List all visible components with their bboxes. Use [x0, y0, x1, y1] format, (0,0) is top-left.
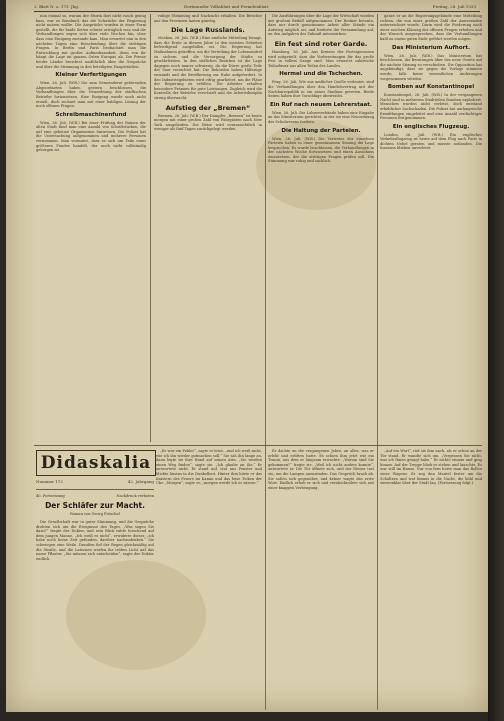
- headline: Ein englisches Flugzeug.: [392, 123, 470, 130]
- headline: Hermel und die Tschechen.: [279, 71, 363, 78]
- rights-note: Nachdruck verboten: [116, 494, 154, 498]
- feuilleton-column-3: [268, 449, 374, 708]
- issue-year: 42. Jahrgang: [127, 479, 154, 484]
- article-text: Wien, 26. Juli. (W.B.) Die zum Gemeinderat gehörenden Abgeordneten haben gestern beschlossen, die Verhandlungen über die Neuordnung der städtischen Betriebe fortzusetzen. Eine Einigung wurde noch nicht erzielt, doch rechnet man mit einer baldigen Lösung der noch offenen Fragen.: [36, 81, 146, 109]
- article-text: Wien, 26. Juli. (W.B.) Bei einer Prüfung der Ruinen der alten Stadt fand man eine Anzahl von Schriftstücken, die auf eine geheime Organisation hinweisen. Die Polizei hat die Untersuchung aufgenommen und mehrere Personen vernommen. Man vermutet, dass es sich um Teile eines größeren Fundes handelt, der noch nicht vollständig geborgen ist.: [36, 120, 146, 153]
- article-text: ganze er an die Regierungsgebäude eine Mitteilung richten, die von einer großen Zahl der Anwesenden unterzeichnet wurde. Darin wird die Forderung nach einer raschen Klärung der offenen Fragen erhoben und der Wunsch ausgesprochen, dass die Verhandlungen bald zu einem guten Ende geführt werden mögen.: [380, 14, 482, 41]
- article-text: Wien, 26. Juli. Die Lehrerverbände haben eine Eingabe an das Ministerium gerichtet, in der sie eine Neuordnung des Schulwesens fordern.: [268, 110, 374, 124]
- news-column-2: [154, 14, 262, 442]
- novel-author: Roman von Georg Fröschel: [70, 512, 120, 516]
- headline: Die Haltung der Parteien.: [281, 127, 361, 134]
- feuilleton-issue-line: [36, 479, 154, 484]
- news-column-4: [380, 14, 482, 442]
- article-text: Konstantinopel, 26. Juli. (W.B.) In der vergangenen Nacht sind in mehreren Stadtteilen Bomben explodiert. Menschen wurden nicht verletzt, doch entstand erheblicher Sachschaden. Die Polizei hat umfangreiche Ermittlungen eingeleitet und eine Anzahl verdächtiger Personen festgenommen.: [380, 93, 482, 121]
- top-rule: [34, 11, 480, 12]
- novel-text: Er dachte an die vergangenen Jahre, an alles, was er erlebt und erlitten hatte. Es schien ihm jetzt wie ein Traum, aus dem er langsam erwachte. „Warum sind Sie gekommen?“ fragte sie. „Weil ich nicht anders konnte“, antwortete er. Die Tür öffnete sich, und der Diener trat ein, um die Lampen anzuzünden. Das Gespräch brach ab. Sie saßen sich gegenüber, und keiner wagte das erste Wort. Endlich erhob er sich und verabschiedete sich mit einer knappen Verbeugung.: [268, 449, 374, 490]
- novel-text: „Es war ein Fehler“, sagte er leise, „und ich weiß nicht, wie ich ihn wieder gutmachen soll.“ Sie sah ihn lange an, dann legte sie ihre Hand auf seinen Arm. „Sie werden einen Weg finden“, sagte sie. „Ich glaube an Sie.“ Er antwortete nicht. Er stand auf, trat ans Fenster und blickte hinaus in die Dunkelheit. Hinter ihm hörte er das Knistern des Feuers im Kamin und das leise Ticken der Uhr. „Morgen“, sagte er, „morgen werde ich es wissen.“: [156, 449, 262, 486]
- novel-title: Der Schläfer zur Macht.: [45, 501, 145, 510]
- feuilleton-column-4: [380, 449, 482, 708]
- novel-text: Die Gesellschaft war in guter Stimmung, und die Gespräche drehten sich um die Ereignisse des Tages. „Was sagen Sie dazu?“ fragte der Doktor, und sein Blick ruhte forschend auf dem jungen Manne. „Ich weiß es nicht“, erwiderte dieser, „ich habe noch keine Zeit gefunden, darüber nachzudenken.“ Sie schwiegen eine Weile. Draußen fiel der Regen gleichmäßig auf die Straße, und die Laternen warfen ihr trübes Licht auf das nasse Pflaster. „Sie müssen sich entscheiden“, sagte der Doktor endlich.: [36, 520, 154, 561]
- running-head-center: Dortmunder Volksblatt und Fremdenblatt: [184, 4, 269, 9]
- headline: Schreibmaschinenfund: [55, 111, 127, 118]
- headline: Ein fest sind roter Garde.: [274, 39, 368, 48]
- headline: Kleiner Verfertigungen: [55, 72, 127, 79]
- feuilleton-masthead: Didaskalia: [36, 450, 156, 476]
- headline: Das Ministerium Aufhort.: [391, 44, 471, 51]
- feuilleton-column-1: [36, 520, 154, 708]
- article-text: Moskau, 26. Juli. (W.B.) Eine amtliche Mitteilung besagt, dass die Ernte in diesem Jahre in den meisten Gebieten befriedigend ausgefallen sei. Die Regierung hat Maßnahmen getroffen, um die Verteilung der Lebensmittel zu sichern und die Versorgung der Städte zu gewährleisten. In den südlichen Bezirken ist die Lage dagegen noch immer schwierig, da die Dürre große Teile der Saat vernichtet hat. Die Behörden haben Hilfszüge entsandt und die Bevölkerung zur Ruhe aufgefordert. In den Industriegebieten wird eifrig gearbeitet, um die Pläne der Regierung zu erfüllen. Die Arbeiter erhalten besondere Prämien für gute Leistungen. Zugleich wird die Kontrolle der Betriebe verschärft und die Arbeitsdisziplin streng überwacht.: [154, 36, 262, 100]
- serial-number: 40. Fortsetzung: [36, 494, 65, 498]
- article-text: Prag, 26. Juli. Wie aus amtlicher Quelle verlautet, sind die Verhandlungen über den Handelsvertrag mit der Nachbarrepublik in ein neues Stadium getreten. Beide Seiten haben ihre Vorschläge überreicht.: [268, 80, 374, 99]
- article-text: Die Ausführungen über die Lage der Wirtschaft wurden mit großem Beifall aufgenommen. Der Redner betonte, dass nur durch gemeinsame Arbeit aller Stände ein Aufstieg möglich sei, und forderte die Versammlung auf, an den Aufgaben der Zukunft mitzuwirken.: [268, 14, 374, 37]
- article-text: London, 26. Juli. (W.B.) Ein englisches Verkehrsflugzeug ist heute auf dem Flug nach Paris in dichten Nebel geraten und musste notlanden. Die Insassen blieben unverletzt.: [380, 132, 482, 151]
- headline: Aufstieg der „Bremen“: [165, 103, 251, 112]
- running-head: [34, 3, 480, 11]
- section-rule: [36, 489, 154, 490]
- article-text: nun einmal so, warum der Sturm dort nicht rasch genug kam, war es Russland, das die Schwäche der Regierung nicht nutzen wollte. Die Ansprüche wurden in einer Form gestellt, die für beide Seiten schwer erträglich war, und die Verhandlungen zogen sich über viele Wochen hin, ohne dass eine Einigung zustande kam. Man erwartet nun in den nächsten Tagen eine Entscheidung über die strittigen Fragen. In Berlin und Paris beobachtet man die Entwicklung mit großer Aufmerksamkeit, denn von ihr hängt die Lage im ganzen Osten Europas ab. Die Presse beider Länder berichtet ausführlich über die Gespräche und über die Stimmung in den beteiligten Hauptstädten.: [36, 14, 146, 69]
- column-rule: [377, 14, 378, 710]
- headline: Ein Ruf nach neuem Lehrerstaat.: [270, 101, 372, 108]
- column-rule: [150, 14, 151, 442]
- section-rule: [34, 445, 482, 446]
- article-text: Wien, 26. Juli. (W.B.) Die Vertreter der einzelnen Parteien haben in einer gemeinsamen Sitzung die Lage besprochen. Es wurde beschlossen, die Verhandlungen in der nächsten Woche fortzusetzen und einen Ausschuss einzusetzen, der die strittigen Fragen prüfen soll. Die Stimmung war ruhig und sachlich.: [268, 136, 374, 164]
- headline: Bomben auf Konstantinopel: [387, 84, 475, 91]
- feuilleton-column-2: [156, 449, 262, 708]
- article-text: Hamburg, 26. Juli. Aus Kreisen der Parteigenossen wird mitgeteilt, dass die Vorbereitungen für das große Fest in vollem Gange sind. Man erwartet zahlreiche Teilnehmer aus allen Teilen des Landes.: [268, 49, 374, 68]
- news-column-1: [36, 14, 146, 442]
- issue-number: Nummer 173: [36, 479, 63, 484]
- news-column-3: [268, 14, 374, 442]
- article-text: Bremen, 26. Juli. (W.B.) Der Dampfer „Bremen“ ist heute morgen mit einer großen Zahl von Fahrgästen nach New York ausgelaufen. Die Reise wird voraussichtlich in weniger als fünf Tagen zurückgelegt werden.: [154, 113, 262, 132]
- running-head-date: Freitag, 28. Juli 1933: [432, 4, 476, 9]
- column-rule: [265, 14, 266, 710]
- newspaper-page: [6, 0, 488, 712]
- serial-line: [36, 494, 154, 498]
- running-head-left: 2. Blatt N. o. 173. Jhg.: [34, 4, 80, 9]
- scan-edge: [488, 0, 504, 721]
- article-text: ruhige Stimmung und Nachsicht erhalten. Die Berichte aus den Provinzen lauten günstig.: [154, 14, 262, 23]
- headline: Die Lage Russlands.: [171, 26, 245, 35]
- article-text: Wien, 26. Juli. (W.B.) Das Ministerium hat beschlossen, die Beratungen über das neue Gesetz auf die nächste Sitzung zu verschieben. Die Opposition hat angekündigt, dass sie gegen die Vorlage stimmen werde, falls keine wesentlichen Änderungen vorgenommen würden.: [380, 53, 482, 81]
- novel-text: „Auf ein Wort“, rief sie ihm nach, als er schon an der Tür stand. Er wandte sich um. „Vergessen Sie nicht, was ich Ihnen gesagt habe.“ Er nickte stumm und ging hinaus. Auf der Treppe blieb er stehen und lauschte. Es war still im Hause. Nur von fern hörte man das Rollen eines Wagens. Er zog den Mantel fester um die Schultern und trat hinaus in die Nacht, die kühl und sternenklar über der Stadt lag. (Fortsetzung folgt.): [380, 449, 482, 486]
